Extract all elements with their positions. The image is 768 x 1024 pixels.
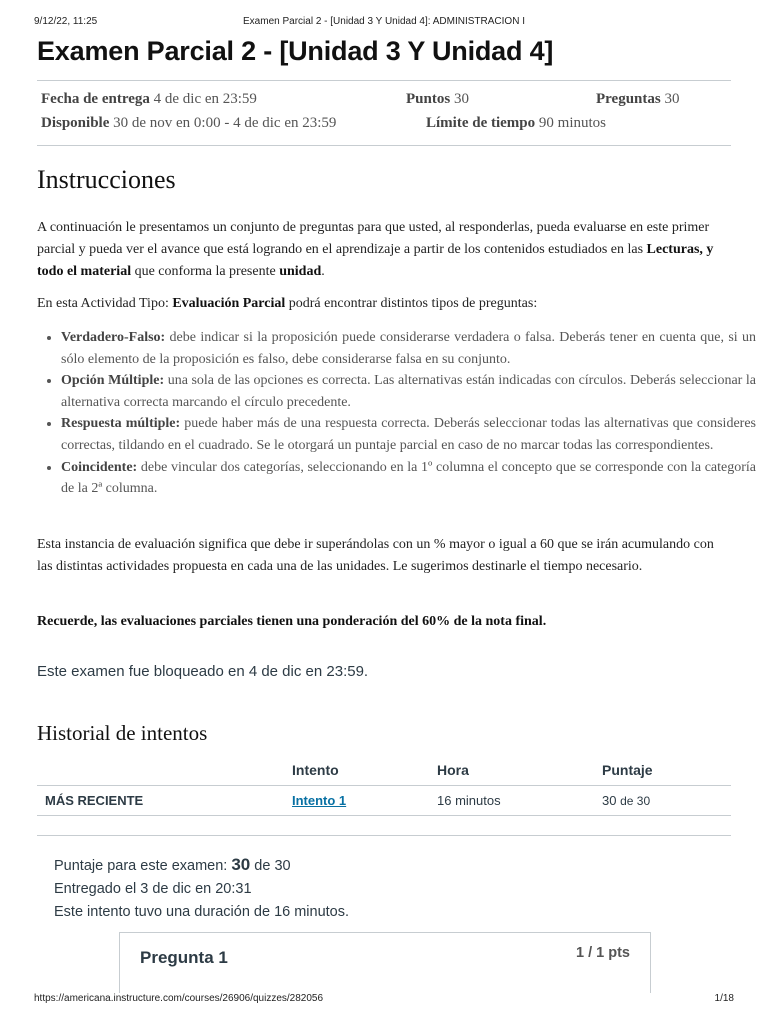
activity-type (37, 293, 732, 315)
print-title: Examen Parcial 2 - [Unidad 3 Y Unidad 4]: ADMINISTRACION I (243, 16, 525, 27)
divider (37, 835, 731, 836)
attempt-history-table (37, 755, 731, 816)
print-datetime: 9/12/22, 11:25 (34, 16, 98, 27)
intro-text: A continuación le presentamos un conjunto de preguntas para que usted, al responderlas, pueda evaluarse en este primer parcial y pueda ver el avance que está logrando en el aprendizaje a partir de los contenidos estudiados en las (37, 220, 710, 257)
page-title: Examen Parcial 2 - [Unidad 3 Y Unidad 4] (37, 36, 554, 66)
time-limit-label: Límite de tiempo (426, 115, 536, 131)
instructions-intro (37, 217, 732, 283)
instructions-title: Instrucciones (37, 165, 176, 194)
question-card (119, 932, 651, 993)
due-label: Fecha de entrega (41, 91, 150, 107)
bullet-text: puede haber más de una respuesta correcta. Deberás seleccionar todas las alternativas que consideres correctas, tildando en el cuadrado. Se le otorgará un puntaje parcial en caso de no marcar todas las correspondientes. (61, 416, 756, 453)
intro-end: . (321, 264, 325, 279)
print-page-number: 1/18 (714, 993, 734, 1004)
reminder (37, 611, 732, 633)
due-date (41, 91, 257, 108)
score-suffix: de 30 (250, 858, 291, 874)
attempt-label: MÁS RECIENTE (37, 786, 292, 816)
score-summary (54, 853, 349, 924)
duration-line: Este intento tuvo una duración de 16 minutos. (54, 904, 350, 920)
attempt-score-value: 30 (602, 793, 617, 808)
print-footer (34, 993, 734, 1007)
list-item (61, 457, 756, 500)
points (406, 91, 469, 108)
time-limit-value: 90 minutos (538, 115, 606, 131)
locked-message: Este examen fue bloqueado en 4 de dic en 23:59. (37, 663, 369, 680)
intro-bold: Lecturas, y todo el material (37, 242, 714, 279)
history-title: Historial de intentos (37, 721, 208, 745)
due-value: 4 de dic en 23:59 (153, 91, 257, 107)
print-header (34, 16, 734, 30)
score-prefix: Puntaje para este examen: (54, 858, 232, 874)
evaluation-paragraph: Esta instancia de evaluación significa que debe ir superándolas con un % mayor o igual a 60 que se irán acumulando con las distintas actividades propuesta en cada una de las unidades. Le sugerimos destinarle el tiempo necesario. (37, 537, 714, 574)
column-header-attempt: Intento (292, 755, 437, 786)
questions-count (596, 91, 679, 108)
questions-label: Preguntas (596, 91, 661, 107)
time-limit (426, 115, 606, 132)
intro-text-2: que conforma la presente (131, 264, 280, 279)
question-title: Pregunta 1 (140, 948, 228, 967)
question-points: 1 / 1 pts (576, 945, 630, 961)
score-line (54, 853, 349, 878)
activity-bold: Evaluación Parcial (172, 296, 286, 311)
submitted-line: Entregado el 3 de dic en 20:31 (54, 881, 252, 897)
evaluation-text (37, 534, 732, 578)
attempt-time: 16 minutos (437, 786, 602, 816)
activity-suffix: podrá encontrar distintos tipos de preguntas: (285, 296, 538, 311)
list-item (61, 370, 756, 413)
divider (37, 80, 731, 81)
bullet-term: Coincidente: (61, 459, 138, 475)
print-url: https://americana.instructure.com/courses/26906/quizzes/282056 (34, 993, 324, 1004)
question-types-list (37, 327, 756, 500)
points-label: Puntos (406, 91, 451, 107)
bullet-term: Verdadero-Falso: (61, 330, 166, 345)
table-row (37, 786, 731, 816)
column-header-score: Puntaje (602, 755, 731, 786)
score-value: 30 (231, 855, 251, 874)
bullet-text: debe indicar si la proposición puede considerarse verdadera o falsa. Deberás tener en cuenta que, si un sólo elemento de la proposición es falso, debe considerarse falsa en su conjunto. (61, 330, 756, 367)
available-value: 30 de nov en 0:00 - 4 de dic en 23:59 (113, 115, 337, 131)
points-value: 30 (453, 91, 469, 107)
bullet-text: una sola de las opciones es correcta. Las alternativas están indicadas con círculos. Deberás seleccionar la alternativa correcta marcando el círculo precedente. (61, 373, 756, 410)
attempt-score-of: de 30 (620, 794, 651, 808)
available-label: Disponible (41, 115, 110, 131)
availability (41, 115, 336, 132)
table-header-row (37, 755, 731, 786)
list-item (61, 327, 756, 370)
column-header-time: Hora (437, 755, 602, 786)
intro-bold-2: unidad (279, 264, 322, 279)
activity-prefix: En esta Actividad Tipo: (37, 296, 173, 311)
bullet-term: Respuesta múltiple: (61, 416, 181, 432)
bullet-text: debe vincular dos categorías, seleccionando en la 1º columna el concepto que se corresponde con la categoría de la 2ª columna. (61, 459, 756, 497)
divider (37, 145, 731, 146)
reminder-text: Recuerde, las evaluaciones parciales tienen una ponderación del 60% de la nota final. (37, 614, 547, 629)
list-item (61, 413, 756, 456)
questions-value: 30 (664, 91, 680, 107)
attempt-score (602, 786, 731, 816)
attempt-link[interactable]: Intento 1 (292, 793, 347, 808)
bullet-term: Opción Múltiple: (61, 373, 165, 389)
column-header-empty (37, 755, 292, 786)
